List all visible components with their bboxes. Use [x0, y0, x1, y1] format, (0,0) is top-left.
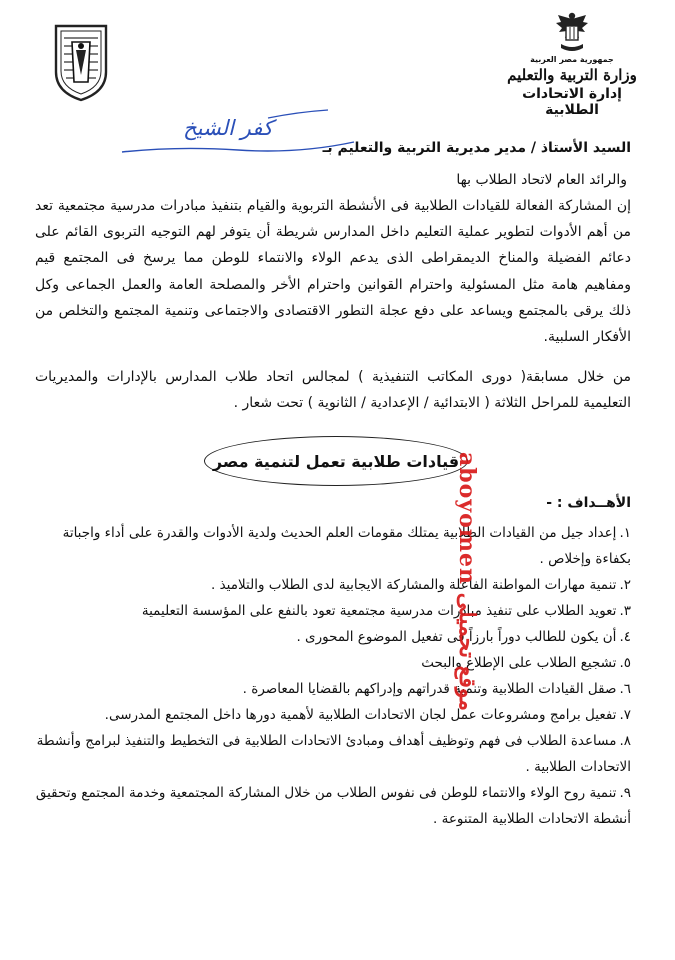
student-union-logo	[52, 20, 110, 102]
goal-item	[31, 676, 631, 702]
addressee-line: السيد الأستاذ / مدير مديرية التربية والتعليم بـ	[322, 140, 631, 156]
goal-number: ٨.	[619, 733, 631, 749]
eagle-emblem-icon	[553, 10, 591, 54]
slogan-text: قيادات طلابية تعمل لتنمية مصر	[212, 451, 460, 471]
goal-number: ٩.	[619, 785, 631, 801]
slogan-ellipse	[204, 436, 468, 486]
goal-text: صقل القيادات الطلابية وتنمية قدراتهم وإدراكهم بالقضايا المعاصرة .	[242, 681, 617, 697]
goal-text: تعويد الطلاب على تنفيذ مبادرات مدرسية مجتمعية تعود بالنفع على المؤسسة التعليمية	[141, 603, 617, 619]
goal-item	[31, 780, 631, 832]
watermark-text: موقع تحميلى aboyomen	[454, 452, 480, 712]
goal-text: تشجيع الطلاب على الإطلاع والبحث	[421, 655, 617, 671]
goals-list	[31, 520, 631, 832]
goal-item	[31, 520, 631, 572]
goal-number: ٥.	[619, 655, 631, 671]
goal-item	[31, 650, 631, 676]
goal-number: ٢.	[619, 577, 631, 593]
goal-text: تنمية روح الولاء والانتماء للوطن فى نفوس الطلاب من خلال المشاركة المجتمعية وخدمة المجتمع وتحقيق أنشطة الاتحادات الطلابية المتنوعة .	[35, 785, 631, 827]
handwritten-governorate: كفر الشيخ	[183, 116, 273, 140]
goal-text: مساعدة الطلاب فى فهم وتوظيف أهداف ومبادئ الاتحادات الطلابية فى التخطيط والتنفيذ لبرامج وأنشطة الاتحادات الطلابية .	[36, 733, 631, 775]
goal-item	[31, 728, 631, 780]
ministry-header	[497, 10, 647, 118]
ministry-name: وزارة التربية والتعليم	[507, 66, 637, 84]
goals-title: الأهــداف : -	[546, 495, 631, 511]
goal-number: ٣.	[619, 603, 631, 619]
goal-text: إعداد جيل من القيادات الطلابية يمتلك مقومات العلم الحديث ولدية الأدوات والقدرة على أداء واجباتة بكفاءة وإخلاص .	[62, 525, 631, 567]
department-name: إدارة الاتحادات الطلابية	[522, 86, 622, 118]
goal-number: ٧.	[619, 707, 631, 723]
goal-item	[31, 702, 631, 728]
country-name: جمهورية مصر العربية	[530, 55, 614, 64]
goal-item	[31, 598, 631, 624]
goal-text: تفعيل برامج ومشروعات عمل لجان الاتحادات الطلابية لأهمية دورها داخل المجتمع المدرسى.	[104, 707, 617, 723]
goal-number: ١.	[619, 525, 631, 541]
goal-number: ٦.	[619, 681, 631, 697]
competition-paragraph: من خلال مسابقة( دورى المكاتب التنفيذية ) لمجالس اتحاد طلاب المدارس بالإدارات والمديريات التعليمية للمراحل الثلاثة ( الابتدائية / الإعدادية / الثانوية ) تحت شعار .	[35, 369, 631, 412]
goal-number: ٤.	[619, 629, 631, 645]
greeting-line: والرائد العام لاتحاد الطلاب بها	[456, 172, 627, 188]
goal-text: تنمية مهارات المواطنة الفاعلة والمشاركة الايجابية لدى الطلاب والتلاميذ .	[211, 577, 617, 593]
goal-item	[31, 624, 631, 650]
intro-paragraph: إن المشاركة الفعالة للقيادات الطلابية فى الأنشطة التربوية والقيام بتنفيذ مبادرات مدرسية مجتمعية تعد من أهم الأدوات لتطوير عملية التعليم داخل المدارس شريطة أن يتوفر لهم التوجيه التربوى القائم على دعائم الفضيلة والمناخ الديمقراطى الذى يدعم الولاء والانتماء للوطن مما يرسخ فى المجتمع قيم ومفاهيم هامة مثل المسئولية واحترام القوانين واحترام الأخر والمصلحة العامة والعمل الجماعى وكل ذلك يرقى بالمجتمع ويساعد على دفع عجلة التطور الاقتصادى والاجتماعى وتنمية المجتمع والتخلص من الأفكار السلبية.	[35, 198, 631, 346]
goal-text: أن يكون للطالب دوراً بارزاً فى تفعيل الموضوع المحورى .	[296, 629, 617, 645]
goal-item	[31, 572, 631, 598]
